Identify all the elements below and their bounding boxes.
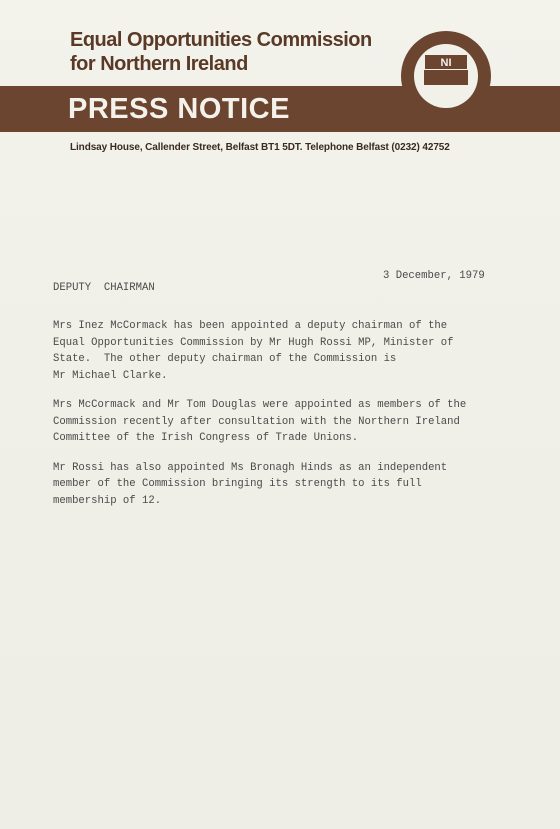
text-line: Mr Rossi has also appointed Ms Bronagh Hinds as an independent [53, 461, 448, 474]
press-notice-title: PRESS NOTICE [68, 93, 290, 125]
paragraph-2 [53, 397, 533, 447]
text-line: Committee of the Irish Congress of Trade Unions. [53, 432, 359, 444]
logo-text: NI [440, 57, 452, 69]
text-line: membership of 12. [53, 494, 162, 507]
org-name-line-1: Equal Opportunities Commission [70, 29, 372, 51]
text-line: Mr Michael Clarke. [53, 369, 168, 382]
text-line: Mrs McCormack and Mr Tom Douglas were appointed as members of the [53, 399, 467, 411]
letter-body [53, 318, 533, 522]
letter-heading: DEPUTY CHAIRMAN [53, 282, 155, 294]
address-line: Lindsay House, Callender Street, Belfast BT1 5DT. Telephone Belfast (0232) 42752 [70, 142, 450, 153]
paragraph-3 [53, 460, 533, 510]
org-name-line-2: for Northern Ireland [70, 53, 248, 75]
organization-name [70, 28, 372, 76]
text-line: Equal Opportunities Commission by Mr Hugh Rossi MP, Minister of [53, 336, 454, 349]
text-line: member of the Commission bringing its strength to its full [53, 478, 422, 490]
text-line: Mrs Inez McCormack has been appointed a deputy chairman of the [53, 320, 448, 332]
letter-date: 3 December, 1979 [383, 270, 485, 282]
commission-logo-icon [400, 30, 492, 122]
text-line: State. The other deputy chairman of the Commission is [53, 353, 397, 365]
text-line: Commission recently after consultation with the Northern Ireland [53, 415, 460, 428]
paragraph-1 [53, 318, 533, 384]
